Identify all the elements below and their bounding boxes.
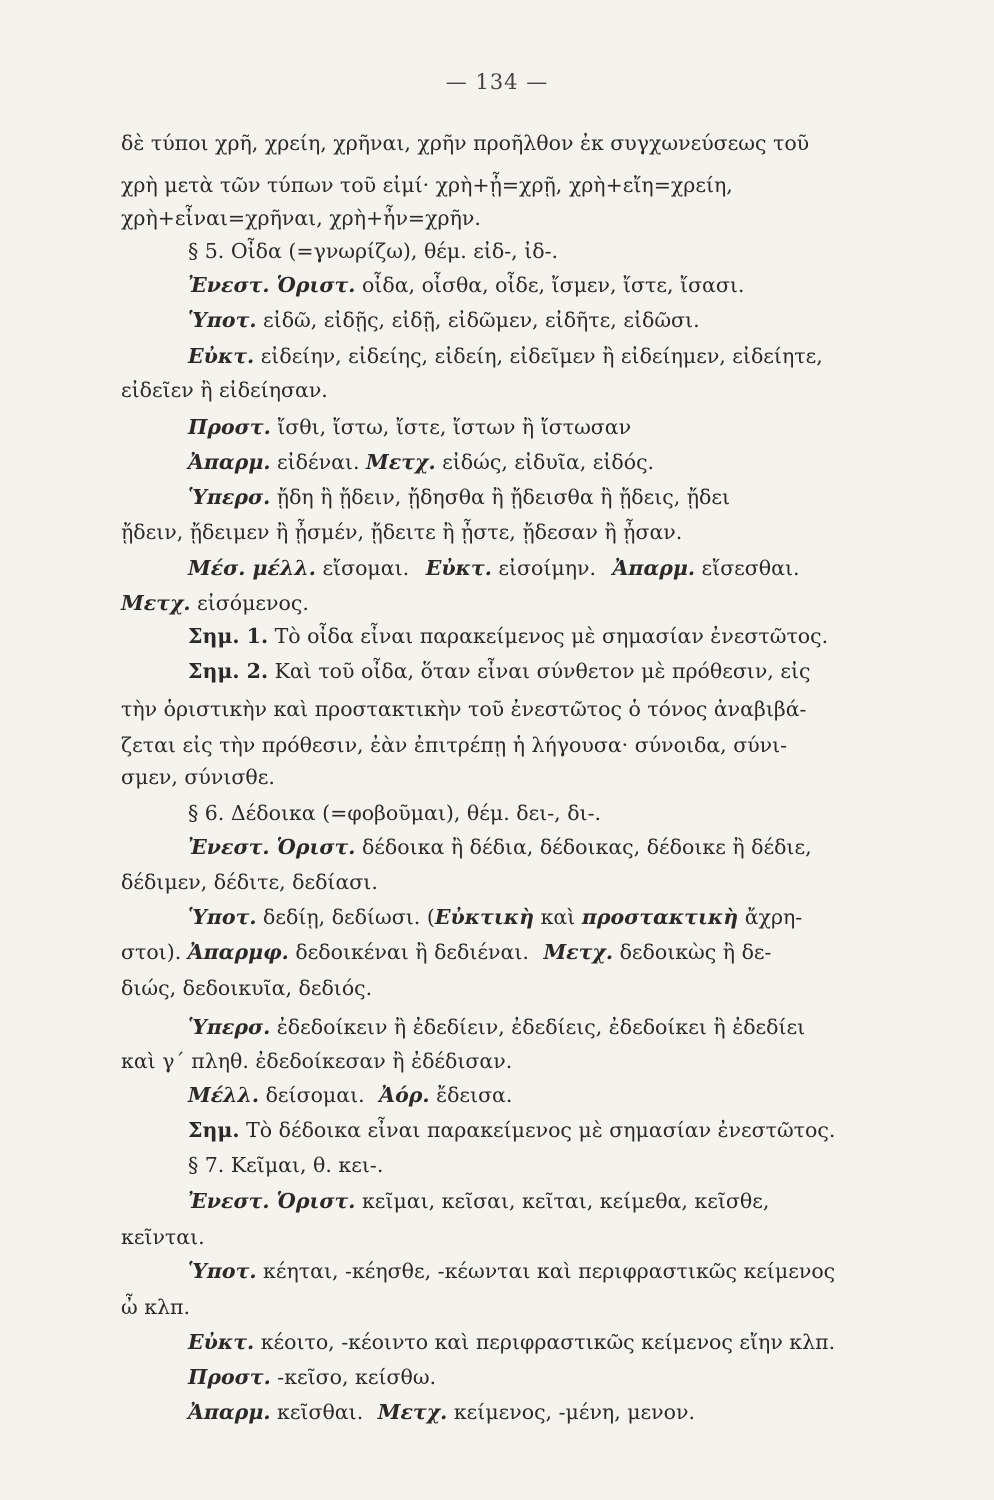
form-text: κέηται, -κέησθε, -κέωνται καὶ περιφραστικῶς κείμενος	[263, 1259, 836, 1283]
form-label: Μετχ.	[543, 940, 614, 964]
form-text: εἰδώς, εἰδυῖα, εἰδός.	[442, 450, 655, 474]
paradigm-line	[188, 553, 891, 583]
note-label: Σημ.	[188, 1118, 240, 1142]
form-label: Εὐκτικὴ	[434, 905, 535, 929]
paradigm-line	[188, 1397, 891, 1427]
text-line: ὦ κλπ.	[121, 1295, 191, 1319]
form-text: εἰδείην, εἰδείης, εἰδείη, εἰδεῖμεν ἢ εἰδείημεν, εἰδείητε,	[260, 344, 823, 368]
form-label: Ἐνεστ. Ὁριστ.	[188, 835, 356, 859]
section-heading: § 6. Δέδοικα (=φοβοῦμαι), θέμ. δει-, δι-.	[188, 801, 602, 825]
form-label: Προστ.	[188, 415, 271, 439]
page-number: — 134 —	[445, 70, 549, 94]
paradigm-line	[188, 1012, 891, 1042]
paradigm-line	[188, 341, 891, 371]
form-text: εἰδῶ, εἰδῇς, εἰδῇ, εἰδῶμεν, εἰδῆτε, εἰδῶσι.	[263, 308, 700, 332]
form-label: Ἀπαρμφ.	[187, 940, 289, 964]
note-line	[188, 656, 891, 686]
text-line: κεῖνται.	[121, 1225, 205, 1249]
form-label: Ἐνεστ. Ὁριστ.	[188, 273, 356, 297]
paradigm-line	[188, 270, 891, 300]
text-line: ᾔδειν, ᾔδειμεν ἢ ᾖσμέν, ᾔδειτε ἢ ᾖστε, ᾔδεσαν ἢ ᾖσαν.	[121, 520, 683, 544]
note-line	[188, 621, 891, 651]
note-text: Καὶ τοῦ οἶδα, ὅταν εἶναι σύνθετον μὲ πρόθεσιν, εἰς	[274, 659, 811, 683]
form-text: κεῖσθαι.	[277, 1400, 364, 1424]
text-line: καὶ γ΄ πληθ. ἐδεδοίκεσαν ἢ ἐδέδισαν.	[121, 1049, 513, 1073]
form-text: εἴσομαι.	[322, 556, 410, 580]
form-text: δεδοικὼς ἢ δε-	[619, 940, 772, 964]
form-text: εἰδέναι.	[277, 450, 360, 474]
form-text: κέοιτο, -κέοιντο καὶ περιφραστικῶς κείμενος εἴην κλπ.	[260, 1330, 836, 1354]
form-label: Ὑποτ.	[188, 905, 257, 929]
form-label: Ἀπαρμ.	[188, 450, 271, 474]
paradigm-line	[188, 902, 891, 932]
form-text: κεῖμαι, κεῖσαι, κεῖται, κείμεθα, κεῖσθε,	[361, 1189, 770, 1213]
form-text: ἐδεδοίκειν ἢ ἐδεδίειν, ἐδεδίεις, ἐδεδοίκει ἢ ἐδεδίει	[276, 1015, 806, 1039]
paradigm-line	[188, 832, 891, 862]
section-heading: § 7. Κεῖμαι, θ. κει-.	[188, 1153, 384, 1177]
paradigm-line	[188, 1256, 891, 1286]
form-text: ᾔδη ἢ ᾔδειν, ᾔδησθα ἢ ᾔδεισθα ἢ ᾔδεις, ᾔδει	[276, 485, 731, 509]
form-label: Μέλλ.	[188, 1083, 260, 1107]
text-line: σμεν, σύνισθε.	[121, 765, 275, 789]
form-text: εἰσοίμην.	[498, 556, 596, 580]
form-label: Ἀόρ.	[379, 1083, 430, 1107]
paradigm-line	[188, 1327, 891, 1357]
note-text: Τὸ δέδοικα εἶναι παρακείμενος μὲ σημασίαν ἐνεστῶτος.	[246, 1118, 836, 1142]
form-text: ἴσθι, ἴστω, ἴστε, ἴστων ἢ ἴστωσαν	[277, 415, 632, 439]
form-text: κείμενος, -μένη, μενον.	[453, 1400, 695, 1424]
text-line: χρὴ μετὰ τῶν τύπων τοῦ εἰμί· χρὴ+ᾖ=χρῇ, χρὴ+εἴη=χρείη,	[121, 173, 733, 197]
form-text: εἴσεσθαι.	[701, 556, 800, 580]
note-line	[188, 1115, 891, 1145]
paradigm-line	[188, 1186, 891, 1216]
note-text: Τὸ οἶδα εἶναι παρακείμενος μὲ σημασίαν ἐνεστῶτος.	[274, 624, 829, 648]
form-label: Ἐνεστ. Ὁριστ.	[188, 1189, 356, 1213]
paradigm-line	[188, 1362, 891, 1392]
form-label: Εὐκτ.	[188, 1330, 255, 1354]
form-text: καὶ	[540, 905, 576, 929]
form-label: Εὐκτ.	[425, 556, 492, 580]
form-text: εἰσόμενος.	[197, 591, 309, 615]
form-label: Ἀπαρμ.	[612, 556, 695, 580]
note-label: Σημ. 1.	[188, 624, 269, 648]
text-line: εἰδεῖεν ἢ εἰδείησαν.	[121, 378, 328, 402]
form-text: στοι).	[121, 940, 182, 964]
form-label: Ὑπερσ.	[188, 1015, 271, 1039]
form-label: Μετχ.	[121, 591, 191, 615]
form-label: προστακτικὴ	[581, 905, 739, 929]
paradigm-line	[188, 305, 891, 335]
form-label: Μέσ. μέλλ.	[188, 556, 316, 580]
section-heading: § 5. Οἶδα (=γνωρίζω), θέμ. εἰδ-, ἰδ-.	[188, 239, 559, 263]
paren: (	[426, 905, 435, 929]
note-label: Σημ. 2.	[188, 659, 269, 683]
form-text: -κεῖσο, κείσθω.	[277, 1365, 437, 1389]
form-text: οἶδα, οἶσθα, οἶδε, ἴσμεν, ἴστε, ἴσασι.	[361, 273, 745, 297]
text-line: χρὴ+εἶναι=χρῆναι, χρὴ+ἦν=χρῆν.	[121, 206, 481, 230]
paradigm-line	[121, 588, 891, 618]
paradigm-line	[188, 482, 891, 512]
paradigm-line	[188, 447, 891, 477]
form-label: Μετχ.	[366, 450, 436, 474]
text-line: τὴν ὁριστικὴν καὶ προστακτικὴν τοῦ ἐνεστῶτος ὁ τόνος ἀναβιβά-	[121, 697, 807, 721]
form-label: Προστ.	[188, 1365, 271, 1389]
form-label: Μετχ.	[377, 1400, 448, 1424]
form-label: Εὐκτ.	[188, 344, 255, 368]
paradigm-line	[188, 1080, 891, 1110]
form-text: δεδοικέναι ἢ δεδιέναι.	[295, 940, 529, 964]
form-label: Ὑπερσ.	[188, 485, 271, 509]
text-line: διώς, δεδοικυῖα, δεδιός.	[121, 976, 373, 1000]
form-text: ἔδεισα.	[436, 1083, 513, 1107]
paradigm-line	[188, 412, 891, 442]
text-line: δὲ τύποι χρῆ, χρείη, χρῆναι, χρῆν προῆλθον ἐκ συγχωνεύσεως τοῦ	[121, 131, 810, 155]
form-label: Ἀπαρμ.	[188, 1400, 271, 1424]
form-label: Ὑποτ.	[188, 1259, 257, 1283]
form-text: δεδίῃ, δεδίωσι.	[263, 905, 421, 929]
paradigm-line	[121, 937, 891, 967]
form-text: δείσομαι.	[265, 1083, 365, 1107]
text-line: δέδιμεν, δέδιτε, δεδίασι.	[121, 870, 378, 894]
form-text: ἄχρη-	[744, 905, 803, 929]
form-text: δέδοικα ἢ δέδια, δέδοικας, δέδοικε ἢ δέδιε,	[361, 835, 812, 859]
form-label: Ὑποτ.	[188, 308, 257, 332]
text-line: ζεται εἰς τὴν πρόθεσιν, ἐὰν ἐπιτρέπῃ ἡ λήγουσα· σύνοιδα, σύνι-	[121, 733, 788, 757]
